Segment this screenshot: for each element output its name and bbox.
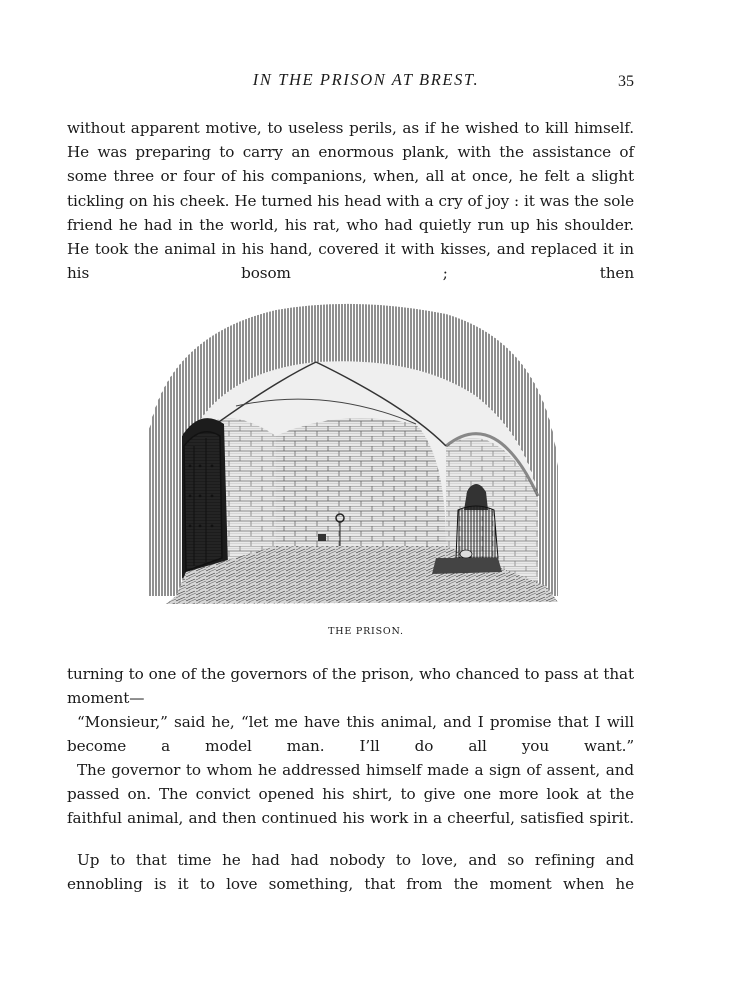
- page-number: 35: [618, 73, 634, 90]
- paragraph-2: turning to one of the governors of the prison, who chanced to pass at that moment—: [67, 665, 634, 708]
- running-title: IN THE PRISON AT BREST.: [252, 70, 480, 89]
- page-header: [0, 66, 732, 96]
- paragraph-1: without apparent motive, to useless perils, as if he wished to kill himself. He was preparing to carry an enormous plank, with the assistance of some three or four of his companions, when, all at once, he felt a slight tickling on his cheek. He turned his head with a cry of joy : it was the sole friend he had in the world, his rat, who had quietly run up his shoulder. He took the animal in his hand, covered it with kisses, and replaced it in his bosom ; then: [67, 119, 634, 283]
- paragraph-3: “Monsieur,” said he, “let me have this animal, and I promise that I will become a model man. I’ll do all you want.”: [67, 713, 634, 756]
- prison-illustration: [146, 296, 560, 606]
- paragraph-4: The governor to whom he addressed himself made a sign of assent, and passed on. The convict opened his shirt, to give one more look at the faithful animal, and then continued his work in a cheerful, satisfied spirit.: [67, 761, 634, 828]
- figure-caption: THE PRISON.: [328, 626, 404, 637]
- paragraph-5: Up to that time he had had nobody to love, and so refining and ennobling is it to love something, that from the moment when he: [67, 851, 634, 894]
